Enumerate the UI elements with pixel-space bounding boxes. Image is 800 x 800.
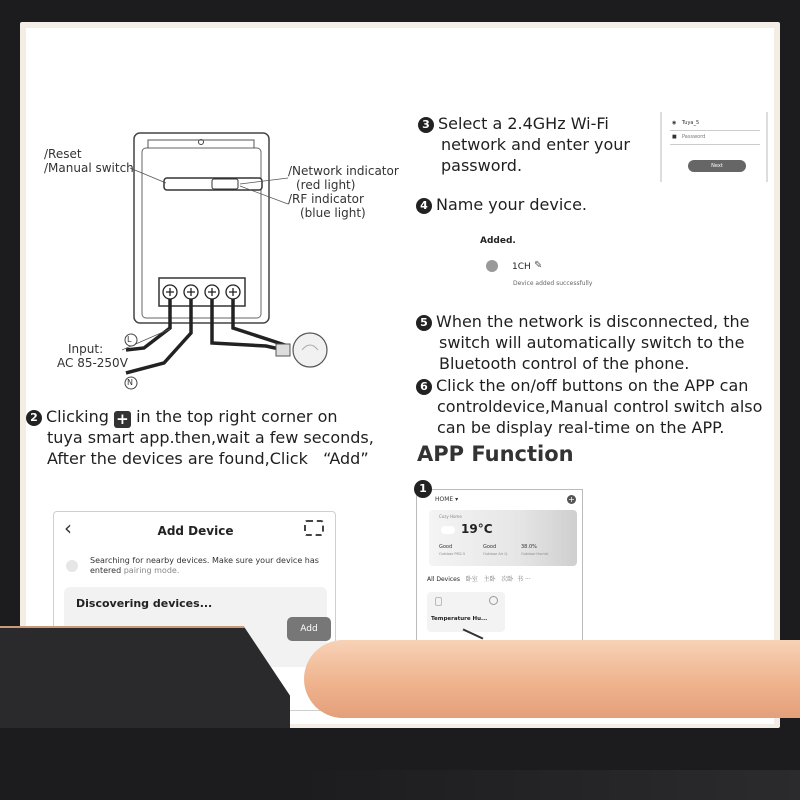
wifi-icon: ◉ [672, 120, 677, 126]
step-4-line-1: 4 Name your device. [416, 194, 587, 215]
label-rf-indicator: /RF indicator [288, 192, 364, 206]
step-3-line-1: 3 Select a 2.4GHz Wi-Fi [418, 113, 609, 134]
searching-line-1: Searching for nearby devices. Make sure your device has [90, 556, 319, 565]
tab-all-devices[interactable]: All Devices [427, 576, 460, 583]
add-icon[interactable]: + [568, 495, 575, 504]
label-input: Input: [68, 342, 104, 356]
label-manual-switch: /Manual switch [44, 161, 134, 175]
home-selector[interactable]: HOME ▾ [435, 496, 459, 503]
wifi-password-field[interactable]: Password [682, 134, 706, 140]
live-symbol: L [127, 335, 132, 344]
label-reset: /Reset [44, 147, 82, 161]
label-input-range: AC 85-250V [57, 356, 128, 370]
step-3-line-3: password. [441, 156, 523, 175]
stat-3-value: 38.0% [521, 544, 537, 550]
step-2-line-1: 2 Clicking + in the top right corner on [26, 406, 338, 428]
bulb-icon [276, 333, 327, 367]
wifi-next-button[interactable]: Next [688, 160, 746, 172]
room-tabs [427, 574, 531, 583]
add-button[interactable]: Add [287, 617, 331, 641]
searching-line-2: entered pairing mode. [90, 566, 180, 575]
scan-icon[interactable] [304, 520, 324, 536]
label-blue-light: (blue light) [300, 206, 366, 220]
step-4-number: 4 [416, 198, 432, 214]
add-device-title: Add Device [157, 524, 234, 538]
tab-room-2[interactable]: 主卧 [483, 576, 496, 583]
step-5-line-3: Bluetooth control of the phone. [439, 354, 690, 373]
label-red-light: (red light) [296, 178, 356, 192]
tab-room-4[interactable]: 书 [517, 576, 524, 583]
step-3-line-2: network and enter your [441, 135, 630, 154]
step-3-number: 3 [418, 117, 434, 133]
step-5-line-2: switch will automatically switch to the [439, 333, 745, 352]
weather-card [429, 510, 577, 566]
stat-2-label: Outdoor Air Q. [483, 552, 509, 556]
neutral-symbol: N [127, 378, 133, 387]
plus-icon: + [114, 411, 131, 428]
tab-room-3[interactable]: 次卧 [501, 576, 514, 583]
step-6-line-2: controldevice,Manual control switch also [437, 397, 763, 416]
step-5-number: 5 [416, 315, 432, 331]
more-tabs-icon[interactable]: ··· [525, 576, 531, 583]
stat-2-value: Good [483, 544, 497, 550]
tab-room-1[interactable]: 卧室 [465, 576, 478, 583]
device-settings-icon[interactable] [489, 596, 498, 605]
stat-1-value: Good [439, 544, 453, 550]
indicator-leds [212, 179, 238, 189]
app-function-badge: 1 [414, 480, 432, 498]
manual-sheet [26, 28, 774, 724]
step-6-line-3: can be display real-time on the APP. [437, 418, 725, 437]
wifi-ssid[interactable]: Tuya_5 [682, 120, 700, 126]
cloud-icon [441, 526, 455, 534]
search-spinner-icon [66, 560, 78, 572]
step-2-number: 2 [26, 410, 42, 426]
wifi-screen [660, 112, 768, 182]
lock-icon: ■ [672, 134, 677, 140]
device-card[interactable] [427, 592, 505, 632]
peach-band [304, 640, 800, 718]
device-card-name: Temperature Hu... [431, 616, 488, 622]
back-icon[interactable]: ‹ [64, 516, 72, 540]
app-function-heading: APP Function [417, 442, 574, 466]
added-status: Device added successfully [513, 280, 593, 287]
discovering-text: Discovering devices... [76, 597, 213, 610]
bottom-gradient [290, 770, 800, 800]
added-title: Added. [480, 236, 516, 246]
sensor-icon [435, 597, 442, 606]
stat-1-label: Outdoor PM2.5 [439, 552, 466, 556]
stat-3-label: Outdoor Humid. [521, 552, 549, 556]
step-5-line-1: 5 When the network is disconnected, the [416, 311, 749, 332]
added-device-name: 1CH [512, 262, 531, 272]
step-2-line-3: After the devices are found,Click “Add” [47, 449, 369, 468]
check-icon [486, 260, 498, 272]
temperature: 19°C [461, 522, 493, 536]
step-2-line-2: tuya smart app.then,wait a few seconds, [47, 428, 374, 447]
step-6-number: 6 [416, 379, 432, 395]
step-6-line-1: 6 Click the on/off buttons on the APP can [416, 375, 748, 396]
weather-location: Cozy Home [439, 514, 462, 519]
label-network-indicator: /Network indicator [288, 164, 399, 178]
edit-icon[interactable]: ✎ [534, 260, 543, 271]
